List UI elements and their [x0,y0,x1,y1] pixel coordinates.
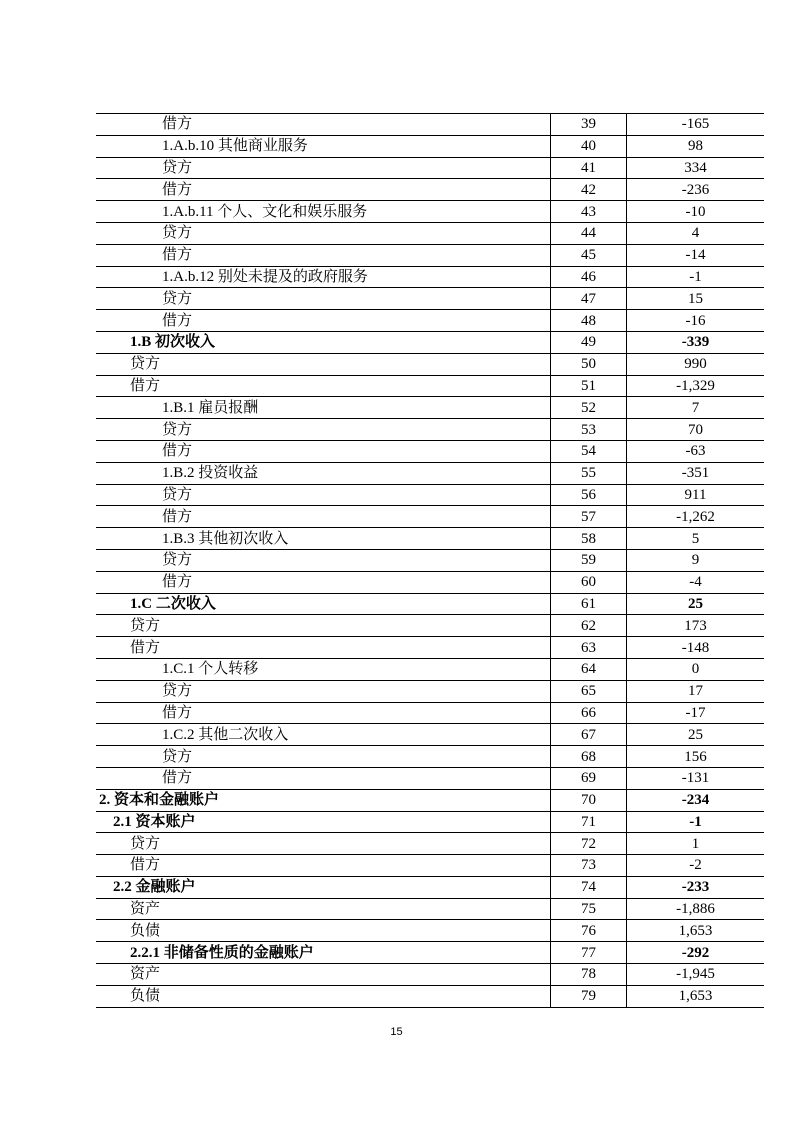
table-row [96,331,764,353]
item-value: 1,653 [627,920,765,942]
line-number: 41 [551,157,627,179]
balance-of-payments-table [96,113,764,1008]
line-number: 75 [551,898,627,920]
item-label: 2.2.1 非储备性质的金融账户 [96,942,551,964]
line-number: 42 [551,179,627,201]
line-number: 68 [551,746,627,768]
table-row [96,506,764,528]
table-row [96,419,764,441]
line-number: 67 [551,724,627,746]
table-row [96,462,764,484]
table-row [96,310,764,332]
item-value: -234 [627,789,765,811]
item-value: -233 [627,876,765,898]
line-number: 50 [551,353,627,375]
table-row [96,266,764,288]
line-number: 74 [551,876,627,898]
line-number: 72 [551,833,627,855]
item-label: 贷方 [96,615,551,637]
table-row [96,942,764,964]
item-value: 5 [627,528,765,550]
item-value: -1 [627,811,765,833]
item-label: 1.B.1 雇员报酬 [96,397,551,419]
line-number: 58 [551,528,627,550]
item-label: 借方 [96,440,551,462]
line-number: 78 [551,964,627,986]
item-label: 贷方 [96,157,551,179]
table-row [96,680,764,702]
item-label: 2. 资本和金融账户 [96,789,551,811]
item-value: -1,262 [627,506,765,528]
item-value: -2 [627,855,765,877]
table-row [96,222,764,244]
line-number: 54 [551,440,627,462]
table-row [96,593,764,615]
item-label: 借方 [96,506,551,528]
table-row [96,855,764,877]
item-label: 贷方 [96,680,551,702]
item-value: -14 [627,244,765,266]
table-row [96,833,764,855]
table-row [96,702,764,724]
item-label: 2.2 金融账户 [96,876,551,898]
item-label: 借方 [96,855,551,877]
table-row [96,440,764,462]
item-value: -10 [627,201,765,223]
item-label: 贷方 [96,222,551,244]
item-label: 资产 [96,964,551,986]
line-number: 73 [551,855,627,877]
line-number: 66 [551,702,627,724]
table-row [96,724,764,746]
item-value: -17 [627,702,765,724]
table-row [96,615,764,637]
item-label: 1.C 二次收入 [96,593,551,615]
line-number: 70 [551,789,627,811]
line-number: 63 [551,637,627,659]
table-row [96,920,764,942]
line-number: 60 [551,571,627,593]
line-number: 71 [551,811,627,833]
line-number: 40 [551,135,627,157]
line-number: 47 [551,288,627,310]
item-value: 911 [627,484,765,506]
line-number: 44 [551,222,627,244]
table-row [96,571,764,593]
table-row [96,964,764,986]
line-number: 55 [551,462,627,484]
line-number: 76 [551,920,627,942]
item-label: 借方 [96,375,551,397]
item-label: 1.B 初次收入 [96,331,551,353]
item-label: 1.A.b.11 个人、文化和娱乐服务 [96,201,551,223]
table-row [96,549,764,571]
line-number: 69 [551,767,627,789]
item-value: 990 [627,353,765,375]
table-row [96,985,764,1007]
table-row [96,767,764,789]
item-value: -351 [627,462,765,484]
table-row [96,244,764,266]
line-number: 48 [551,310,627,332]
item-value: -1,945 [627,964,765,986]
item-value: 0 [627,658,765,680]
item-value: -236 [627,179,765,201]
line-number: 53 [551,419,627,441]
table-row [96,288,764,310]
table-body [96,114,764,1008]
table-row [96,157,764,179]
table-row [96,135,764,157]
item-label: 1.C.1 个人转移 [96,658,551,680]
line-number: 52 [551,397,627,419]
item-label: 借方 [96,767,551,789]
item-value: -148 [627,637,765,659]
item-label: 1.C.2 其他二次收入 [96,724,551,746]
line-number: 65 [551,680,627,702]
item-label: 借方 [96,244,551,266]
item-label: 贷方 [96,419,551,441]
table-row [96,658,764,680]
item-value: 9 [627,549,765,571]
item-value: 17 [627,680,765,702]
table-row [96,484,764,506]
table-row [96,114,764,136]
item-label: 贷方 [96,353,551,375]
item-value: -131 [627,767,765,789]
item-value: 156 [627,746,765,768]
page-number: 15 [390,1026,403,1038]
item-label: 负债 [96,985,551,1007]
item-label: 贷方 [96,746,551,768]
line-number: 79 [551,985,627,1007]
table-row [96,397,764,419]
line-number: 51 [551,375,627,397]
line-number: 49 [551,331,627,353]
item-label: 负债 [96,920,551,942]
table-row [96,353,764,375]
item-label: 借方 [96,114,551,136]
item-label: 借方 [96,702,551,724]
item-label: 资产 [96,898,551,920]
item-label: 1.B.2 投资收益 [96,462,551,484]
item-value: -4 [627,571,765,593]
item-label: 2.1 资本账户 [96,811,551,833]
item-value: -339 [627,331,765,353]
item-label: 贷方 [96,288,551,310]
item-value: 25 [627,593,765,615]
line-number: 77 [551,942,627,964]
item-label: 1.B.3 其他初次收入 [96,528,551,550]
item-value: 1 [627,833,765,855]
item-value: -165 [627,114,765,136]
line-number: 45 [551,244,627,266]
item-label: 1.A.b.12 别处未提及的政府服务 [96,266,551,288]
table-row [96,201,764,223]
table-row [96,898,764,920]
table-row [96,375,764,397]
line-number: 62 [551,615,627,637]
item-value: 4 [627,222,765,244]
item-value: 334 [627,157,765,179]
item-value: -292 [627,942,765,964]
item-value: -1,886 [627,898,765,920]
item-value: -16 [627,310,765,332]
line-number: 46 [551,266,627,288]
item-value: 15 [627,288,765,310]
item-value: 98 [627,135,765,157]
item-label: 借方 [96,179,551,201]
item-label: 借方 [96,637,551,659]
table-row [96,528,764,550]
item-label: 贷方 [96,833,551,855]
item-value: 1,653 [627,985,765,1007]
table-row [96,179,764,201]
table-row [96,746,764,768]
line-number: 57 [551,506,627,528]
item-value: 25 [627,724,765,746]
line-number: 64 [551,658,627,680]
item-label: 借方 [96,310,551,332]
item-label: 借方 [96,571,551,593]
line-number: 43 [551,201,627,223]
line-number: 39 [551,114,627,136]
item-value: -1 [627,266,765,288]
item-value: 70 [627,419,765,441]
item-value: -1,329 [627,375,765,397]
line-number: 61 [551,593,627,615]
item-label: 贷方 [96,549,551,571]
item-label: 1.A.b.10 其他商业服务 [96,135,551,157]
line-number: 59 [551,549,627,571]
item-label: 贷方 [96,484,551,506]
table-row [96,876,764,898]
item-value: 173 [627,615,765,637]
item-value: 7 [627,397,765,419]
table-row [96,637,764,659]
item-value: -63 [627,440,765,462]
table-row [96,789,764,811]
line-number: 56 [551,484,627,506]
table-row [96,811,764,833]
